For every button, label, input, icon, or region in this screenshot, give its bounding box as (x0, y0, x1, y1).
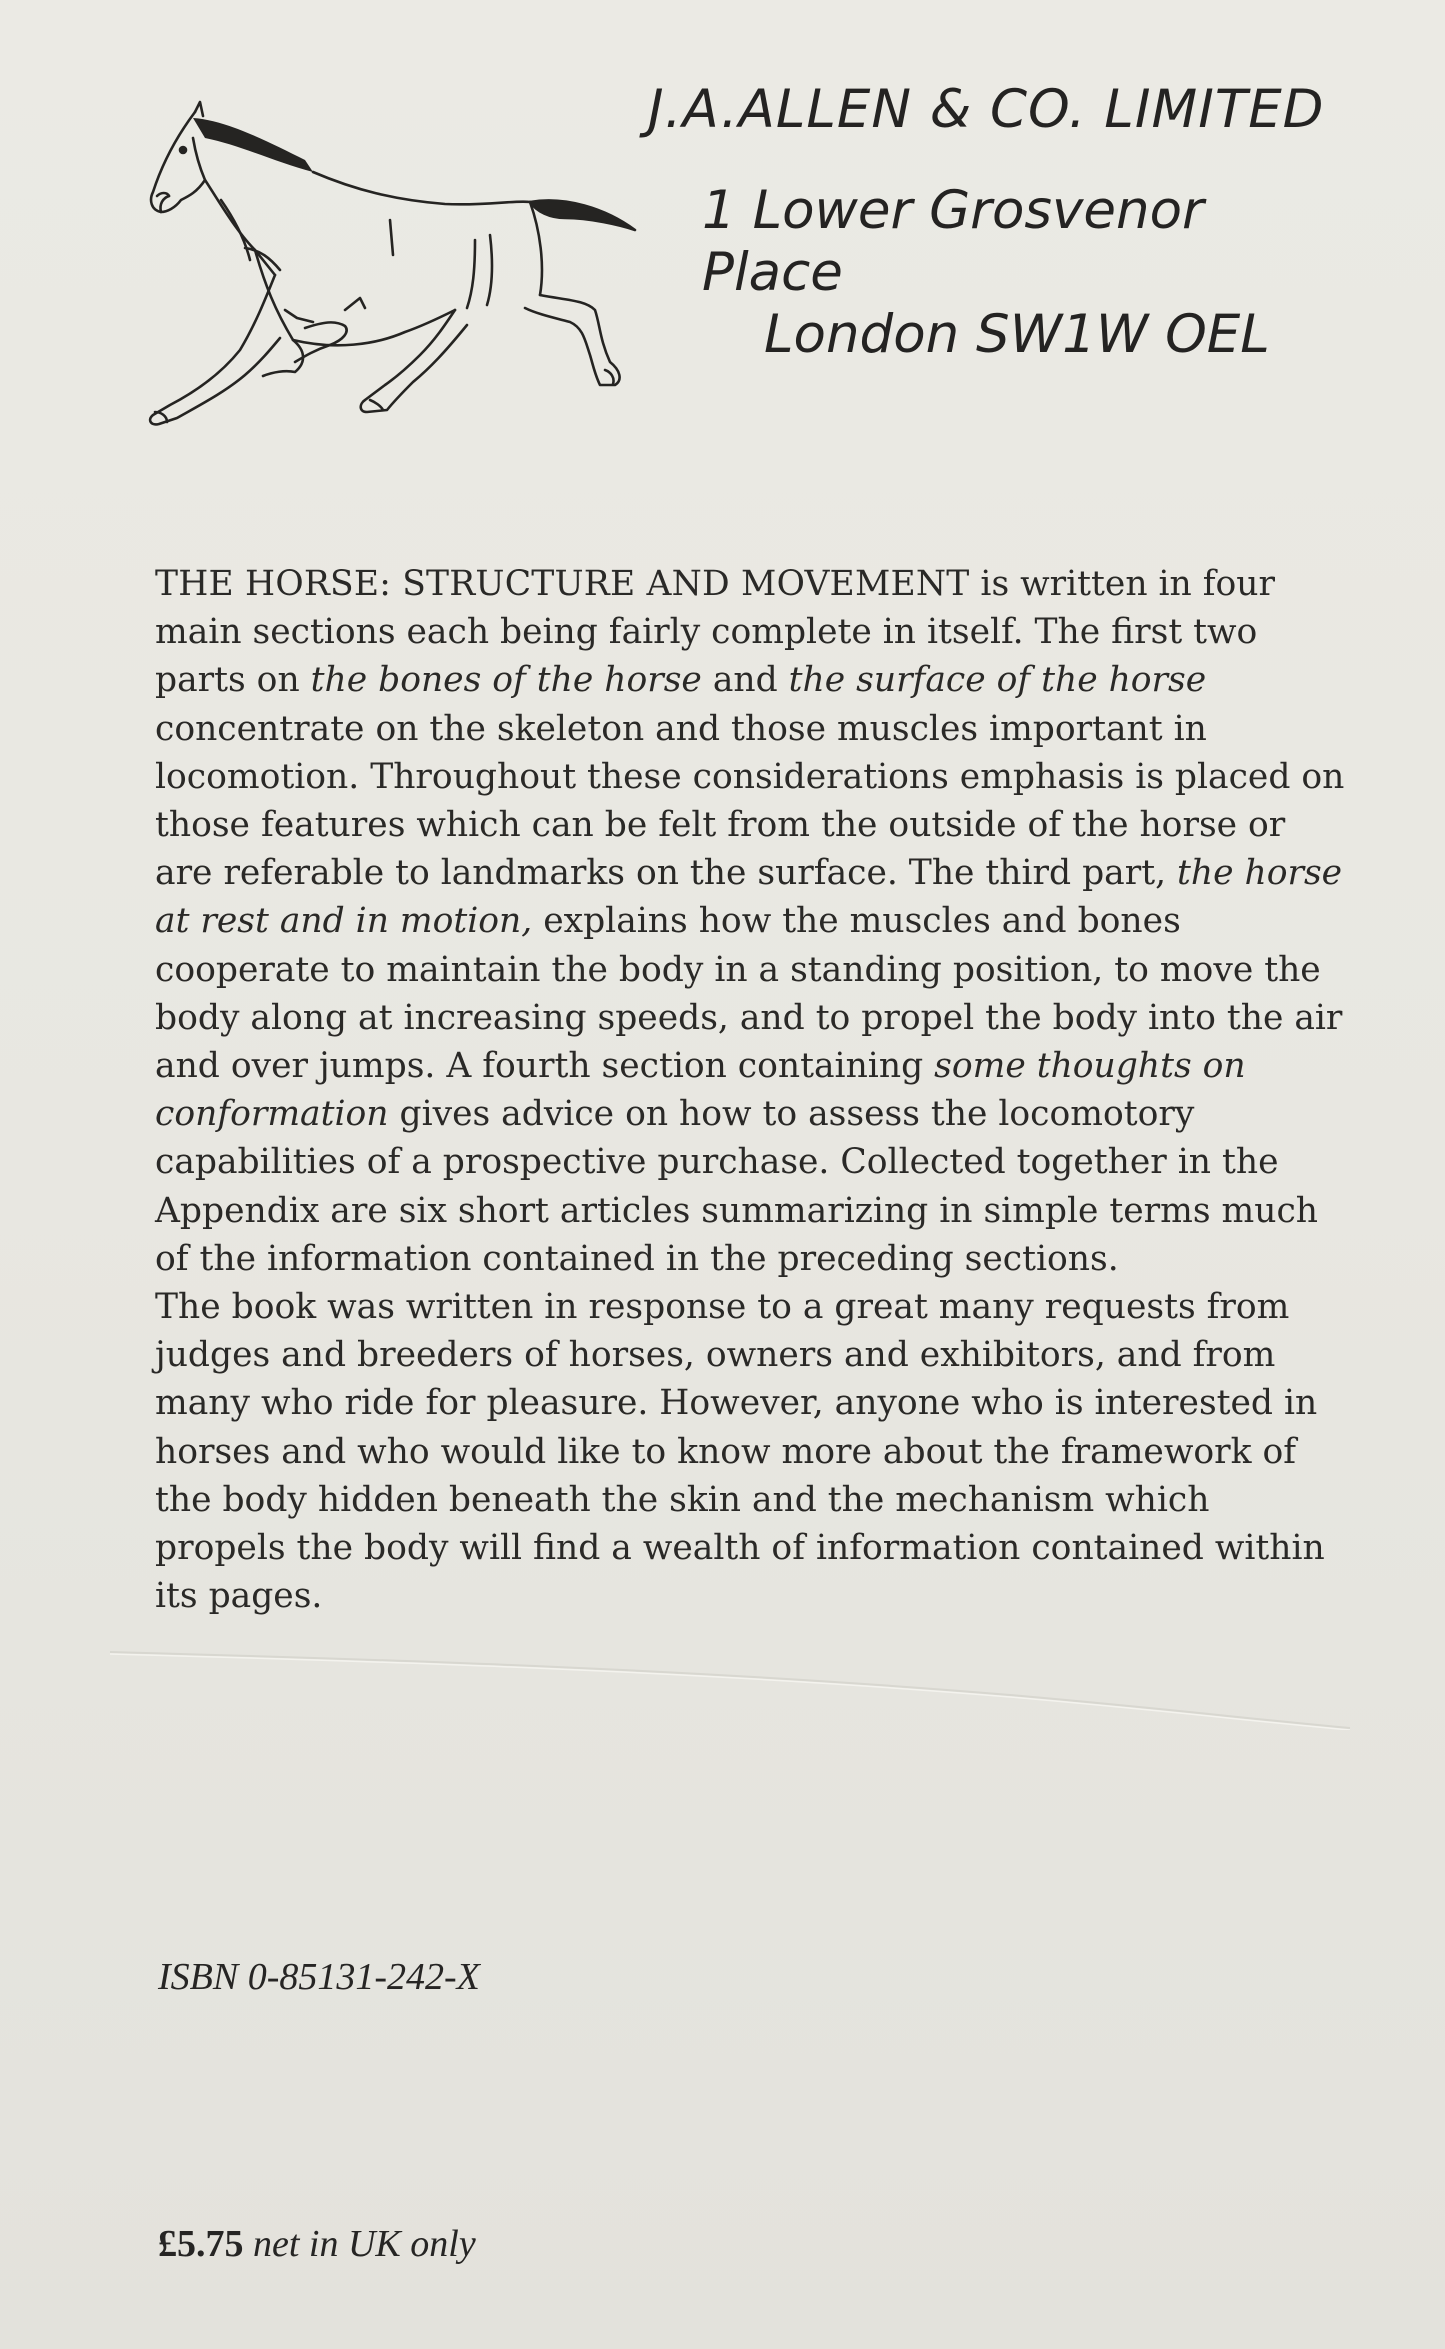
publisher-name: J.A.ALLEN & CO. LIMITED (648, 79, 1325, 140)
book-title-caps: THE HORSE: STRUCTURE AND MOVEMENT (155, 564, 970, 604)
publisher-address-line-2: London SW1W OEL (764, 304, 1270, 365)
description-paragraph-1 (155, 560, 1350, 1283)
description-paragraph-2: The book was written in response to a great many requests from judges and breeders of horses, owners and exhibitors, and from many who ride for pleasure. However, anyone who is interested in horses and who would like to know more about the framework of the body hidden beneath the skin and the mechanism which propels the body will find a wealth of information contained within its pages. (155, 1287, 1325, 1617)
galloping-horse-icon (145, 100, 690, 460)
italic-section-name: some thoughts on conformation (155, 1046, 1246, 1135)
text-run: and (701, 660, 789, 701)
text-run: gives advice on how to assess the locomotory capabilities of a prospective purchase. Collected together in the Appendix are six short articles summarizing in simple terms much of the information contained in the preceding sections. (155, 1094, 1319, 1279)
text-run: is written in four main sections each being fairly complete in itself. The first two parts on (155, 564, 1275, 701)
book-description (155, 560, 1350, 1620)
paper-crease (110, 1640, 1350, 1730)
price-amount: £5.75 (158, 2223, 244, 2265)
publisher-address-line-1: 1 Lower Grosvenor Place (702, 180, 1204, 303)
price-label (158, 2222, 476, 2266)
text-run: explains how the muscles and bones cooperate to maintain the body in a standing position, to move the body along at increasing speeds, and to propel the body into the air and over jumps. A fourth section containing (155, 901, 1343, 1087)
italic-section-name: the bones of the horse (310, 660, 702, 701)
price-terms: net in UK only (253, 2223, 476, 2265)
italic-section-name: the horse at rest and in motion, (155, 853, 1343, 942)
isbn-number: ISBN 0-85131-242-X (158, 1956, 480, 1998)
text-run: concentrate on the skeleton and those muscles important in locomotion. Throughout these considerations emphasis is placed on those features which can be felt from the outside of the horse or are referable to landmarks on the surface. The third part, (155, 708, 1345, 894)
publisher-block (640, 80, 1360, 366)
italic-section-name: the surface of the horse (788, 660, 1207, 701)
